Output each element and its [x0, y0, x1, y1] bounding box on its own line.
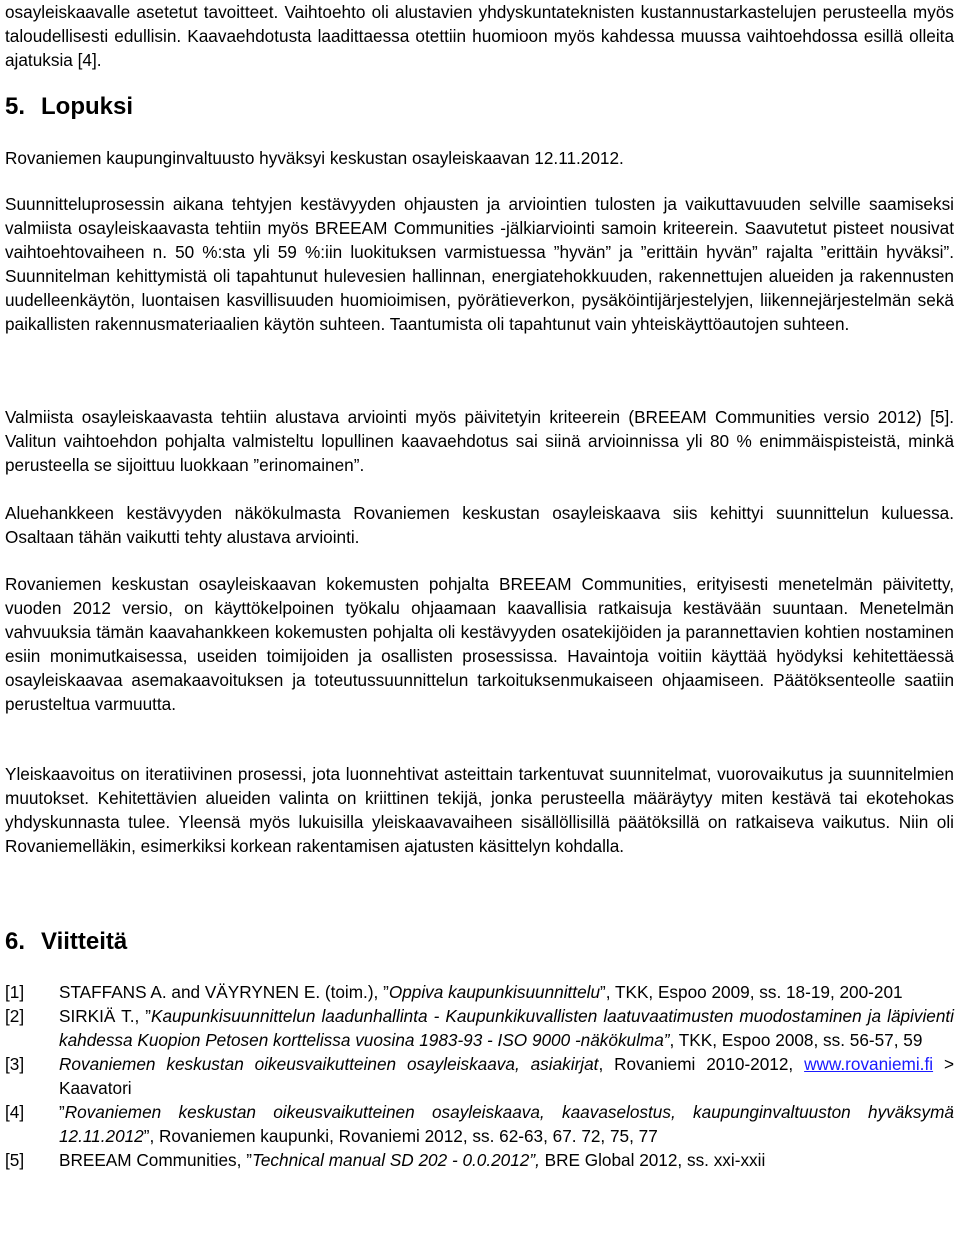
reference-item: [5, 1100, 954, 1148]
reference-authors: ”: [59, 1102, 65, 1122]
reference-authors: SIRKIÄ T., ”: [59, 1006, 152, 1026]
reference-tail: > Kaavatori: [59, 1054, 954, 1098]
paragraph-preliminary-evaluation: Valmiista osayleiskaavasta tehtiin alustava arviointi myös päivitetyin kriteerein (BREEAM Communities versio 2012) [5]. Valitun vaihtoehdon pohjalta valmisteltu lopullinen kaavaehdotus sai siinä arvioinnissa yli 80 % enimmäispisteistä, minkä perusteella se sijoittuu luokkaan ”erinomainen”.: [5, 407, 954, 475]
reference-text: [59, 1052, 954, 1100]
reference-text: [59, 1004, 954, 1052]
reference-item: [5, 1004, 954, 1052]
reference-index: [1]: [5, 982, 25, 1002]
reference-authors: STAFFANS A. and VÄYRYNEN E. (toim.), ”: [59, 982, 389, 1002]
section-heading-6: [5, 927, 127, 957]
section-number: 5.: [5, 93, 26, 120]
reference-item: [5, 980, 954, 1004]
section-number: 6.: [5, 928, 26, 955]
reference-title: Rovaniemen keskustan oikeusvaikutteinen osayleiskaava, kaavaselostus, kaupunginvaltuuston hyväksymä 12.11.2012: [59, 1102, 954, 1146]
paragraph-experience: Rovaniemen keskustan osayleiskaavan kokemusten pohjalta BREEAM Communities, erityisesti menetelmän päivitetty, vuoden 2012 versio, on käyttökelpoinen työkalu ohjaamaan kaavallisia ratkaisuja kestävään suuntaan. Menetelmän vahvuuksia tämän kaavahankkeen kokemusten pohjalta oli kestävyyden osatekijöiden ja parannettavien kohtien nostaminen esiin monimutkaisessa, useiden toimijoiden ja osallisten prosessissa. Havaintoja voitiin käyttää hyödyksi kehitettäessä osayleiskaavaa asemakaavoituksen ja toteutussuunnittelun tarkoituksenmukaiseen ohjaamiseen. Päätöksenteolle saatiin perusteltua varmuutta.: [5, 574, 954, 714]
paragraph-development: Aluehankkeen kestävyyden näkökulmasta Rovaniemen keskustan osayleiskaava siis kehittyi suunnittelun kuluessa. Osaltaan tähän vaikutti tehty alustava arviointi.: [5, 503, 954, 547]
reference-text: [59, 1100, 954, 1148]
reference-title: Oppiva kaupunkisuunnittelu: [388, 982, 601, 1002]
reference-details: ”, Rovaniemen kaupunki, Rovaniemi 2012, ss. 62-63, 67. 72, 75, 77: [143, 1126, 658, 1146]
reference-title: Rovaniemen keskustan oikeusvaikutteinen osayleiskaava, asiakirjat: [59, 1054, 599, 1074]
reference-item: [5, 1052, 954, 1100]
reference-text: [59, 1148, 954, 1172]
reference-authors: BREEAM Communities, ”: [59, 1150, 252, 1170]
reference-index: [3]: [5, 1054, 25, 1074]
section-title: Lopuksi: [41, 93, 134, 120]
reference-item: [5, 1148, 954, 1172]
reference-details: BRE Global 2012, ss. xxi-xxii: [539, 1150, 766, 1170]
reference-index: [4]: [5, 1102, 25, 1122]
section-heading-5: [5, 92, 133, 122]
reference-index: [2]: [5, 1006, 25, 1026]
paragraph-evaluation: Suunnitteluprosessin aikana tehtyjen kestävyyden ohjausten ja arviointien tulosten ja vaikuttavuuden selville saamiseksi valmiista osayleiskaavasta tehtiin myös BREEAM Communities -jälkiarviointi samoin kriteerein. Saavutetut pisteet nousivat vaihtoehtovaiheen n. 50 %:sta yli 59 %:iin luokituksen varmistuessa ”hyvän” ja ”erittäin hyvän” rajalta ”erittäin hyväksi”. Suunnitelman kehittymistä oli tapahtunut hulevesien hallinnan, energiatehokkuuden, rakennettujen alueiden ja rakennusten uudelleenkäytön, luontaisen kasvillisuuden huomioimisen, pyörätieverkon, pysäköintijärjestelyjen, liikennejärjestelmän sekä paikallisten rakennusmateriaalien käytön suhteen. Taantumista oli tapahtunut vain yhteiskäyttöautojen suhteen.: [5, 194, 954, 334]
reference-details: , TKK, Espoo 2008, ss. 56-57, 59: [669, 1030, 923, 1050]
intro-paragraph: osayleiskaavalle asetetut tavoitteet. Vaihtoehto oli alustavien yhdyskuntateknisten kustannustarkastelujen perusteella myös taloudellisesti edullisin. Kaavaehdotusta laadittaessa otettiin huomioon myös kahdessa muussa vaihtoehdossa esillä olleita ajatuksia [4].: [5, 2, 954, 70]
approval-sentence: Rovaniemen kaupunginvaltuusto hyväksyi keskustan osayleiskaavan 12.11.2012.: [5, 148, 624, 168]
reference-text: [59, 980, 954, 1004]
section-title: Viitteitä: [41, 928, 128, 955]
reference-title: Technical manual SD 202 - 0.0.2012”,: [251, 1150, 540, 1170]
reference-details: ”, TKK, Espoo 2009, ss. 18-19, 200-201: [600, 982, 903, 1002]
reference-title: Kaupunkisuunnittelun laadunhallinta - Kaupunkikuvallisten laatuvaatimusten muodostaminen ja läpivienti kahdessa Kuopion Petosen korttelissa vuosina 1983-93 - ISO 9000 -näkökulma”: [59, 1006, 954, 1050]
reference-details: , Rovaniemi 2010-2012,: [598, 1054, 805, 1074]
reference-list: [5, 980, 954, 1172]
reference-link[interactable]: www.rovaniemi.fi: [804, 1054, 934, 1074]
reference-index: [5]: [5, 1150, 25, 1170]
paragraph-iterative-process: Yleiskaavoitus on iteratiivinen prosessi, jota luonnehtivat asteittain tarkentuvat suunnitelmat, vuorovaikutus ja suunnitelmien muutokset. Kehitettävien alueiden valinta on kriittinen tekijä, jonka perusteella määräytyy miten kestävä tai ekotehokas yhdyskunnasta tulee. Yleensä myös lukuisilla yleiskaavavaiheen sisällöllisillä päätöksillä on ratkaiseva vaikutus. Niin oli Rovaniemelläkin, esimerkiksi korkean rakentamisen ajatusten käsittelyn kohdalla.: [5, 764, 954, 856]
